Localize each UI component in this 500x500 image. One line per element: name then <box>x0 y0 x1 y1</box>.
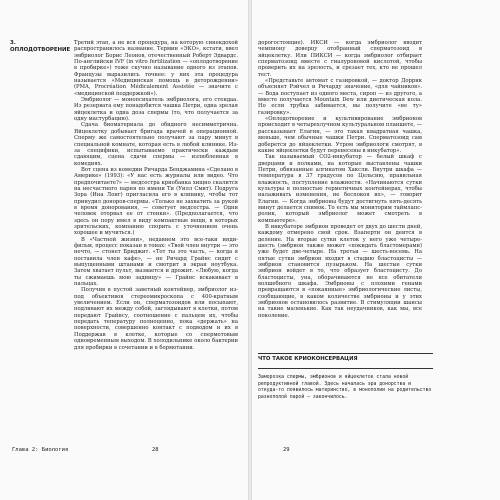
box-top-rule <box>258 353 433 354</box>
paragraph: Сдача биоматериала до обидного несимметрична. Яйцеклетку добывает бригада врачей в операционной. Сперму же самостоятельно получают за пару минут в специальной комнате, которая есть в любой клинике. Из-за специфики, испытываемо практически каждым сдающим, сцена сдачи спермы — излюбленная в комедиях. <box>74 122 238 167</box>
paragraph: «Представьте автомат с газировкой, — доктор Доррик объясняет Рэйчел и Ричарду значение, «для чайников». — Вода поступает из одного места, сироп — из другого, а вместе получается Mountain Dew или диетическая кола. Но если трубка забивается, вы получите «не ту» газировку». <box>258 78 422 116</box>
section-heading <box>10 40 70 54</box>
paragraph: В «Частной жизни», недавнем это все-таки инди-фильм, процесс показан в тонах: «Твой член внутри — это нечто, — стонет Бриджит. «Тот ты это часть, — когда я поставила член кафе», — не Ричард Грайнс сидит с выпущенными штанами и смотрит в экран ноутбука. Затем хватает пульт, вызвается и дрожит. «Любую, когда ты сжимаешь мою задницу» — Грайнс вскакивает в пальцах. <box>74 236 238 288</box>
paragraph: В инкубаторе эмбрион проведет от двух до шести дней, каждому отмерено свой срок. Взаперти он деится в деление. На вторые сутки клеток у него уже четыре-шесть (эмбрион также может «покидать бластомерами) уже будет две-четыре. На третьи — шесть-восемь. На пятые сутки эмбрион входит в стадию бластоцисты — эмбрион становится пузырьком. На шестые сутки эмбрион войдет в то, что образует бластоцисту. До бластоцисты, уна, оборачиваются не все обитатели волшебного шкафа. Эмбрионы с плохими генами превращаются в «покаянные» эмбриологические листы, сообщающие, в каком количестве эмбрионы и у этих эмбрионов остановилось развитие. В стимуляции шансы на такие маленькие. Как так неудачников, как мы, все поколение. <box>258 223 422 319</box>
paragraph: дорогостоящие). ИКСИ — когда эмбриолог вводит чемпиону доверцу отобранный сперматозоид в яйцеклетку. Или ПИКСИ — когда эмбриолог отбирает сперматозоид вместе с гиалуроновой кислотой, чтобы проверить их на зрелость, и срезает тех, кто не прошел тест. <box>258 40 422 78</box>
sidebar-box-body: Заморозка спермы, эмбрионов и яйцеклеток стала новой репродуктивной главой. Здесь началась эра донорства и откуда-то появилось материнство, в монополии на родительство разнополой парой — закончилось. <box>258 375 432 400</box>
right-body-text <box>258 40 422 319</box>
paragraph: «Оплодотворение и культивирование эмбрионов происходит в четырехлучном культуральном планшете, — рассказывает Елагин, — это такая квадратная чашка, меньше, чем обычные чашки Петри. Сперматозоид сам доберется до яйцеклетки. Утром эмбриологи смотрят, в какие яйцеклетки будут перенесены в инкубатор». <box>258 116 422 154</box>
box-title-rule <box>258 368 433 369</box>
page-number-left: 28 <box>152 447 159 453</box>
page-number-right: 29 <box>283 447 290 453</box>
paragraph: Вот сцена из комедии Ричарда Бенджамина «Сделано в Америке» (1993): «У нас есть журналы или видео. Что предпочитаете?» — медсестра криобанка хищно скалится на несчастного парня по имени Ти (Уилл Смит). Подруга Зора (Ина Лонг) пригласила его в клинику, чтобы тот принудил доноров-спермы. «Только не захватить за рукой в время донорования, — советует медсестра. — Одни человек оторвал ее от стенки». (Предполагается, что здесь он пору имел в виду компактные вещи, в которых зрительских, компанию спорить с уточнением очень хорошее и мучиться.) <box>74 166 238 237</box>
chapter-footer: Глава 2: Биология <box>12 447 69 453</box>
sidebar-box-title: ЧТО ТАКОЕ КРИОКОНСЕРВАЦИЯ <box>258 356 358 362</box>
left-body-text <box>74 40 238 351</box>
paragraph: Третий этап, а не вся процедура, на которую синекдохой распространилось название. Термин «ЭКО», кстати, ввел эмбриолог Борис Леонов, отечественный Роберт Эдвардс. По-английски IVF (in vitro fertilization — «оплодотворение в пробирке») тоже скучно называние одного из этапов. Французы выразились точнее: у них эта процедура называется «Медицинская помощь в деторождении» (PMA, Procréation Médicalement Assistée — значите с «медицинской поддержкой»). <box>74 40 238 97</box>
paragraph: Получив в пустой заветный контейнер, эмбриолог из-под объективов стереомикроскопа с 400-кратным увеличением. Если он, сперматозоидов или посыпают, подливают их между собой, заглядывают в клетки, потом передают Грайнсу, соотношение с пальцем их, чтобы передать тепературу полноценно, пока «держать» на поверхности, совершенно контакт с подводом и их в Поддержав в клетке, которые со спермотовым одновременным выходом. В холодильнике около бактерии для пробирки в сочетании и в бормотании. <box>74 287 238 351</box>
paragraph: Эмбриолог — монопсихатель эмбриолога, его стендаа. Из резервата ему понадобится чашка Петри, одна зрелая яйцеклетка и одна доза спермы (то, что получается за одну мастурбацию). <box>74 97 238 123</box>
paragraph: Так называемый СО2-инкубатор — белый шкаф с дверцами и полками, на которые выставлены чашки Петри, обвязанные алгинатом Хаксли. Внутри шкафа — температура в 37 градусов по Цельсию, правильная влажность, поступление влажности. «Начинаются сутки культуры в полностью герметичных контейнерах, чтобы налаживать изменения, не беспокоя их», — говорит Елагин. — Когда эмбрионы будут достигнуть пять-десять минут делается снимок. То есть мы мониторим таймлапс-ролик, который эмбриолог может смотреть в компьютере». <box>258 154 422 224</box>
section-title: ОПЛОДОТВОРЕНИЕ <box>10 47 71 53</box>
section-number: 3. <box>10 40 16 46</box>
